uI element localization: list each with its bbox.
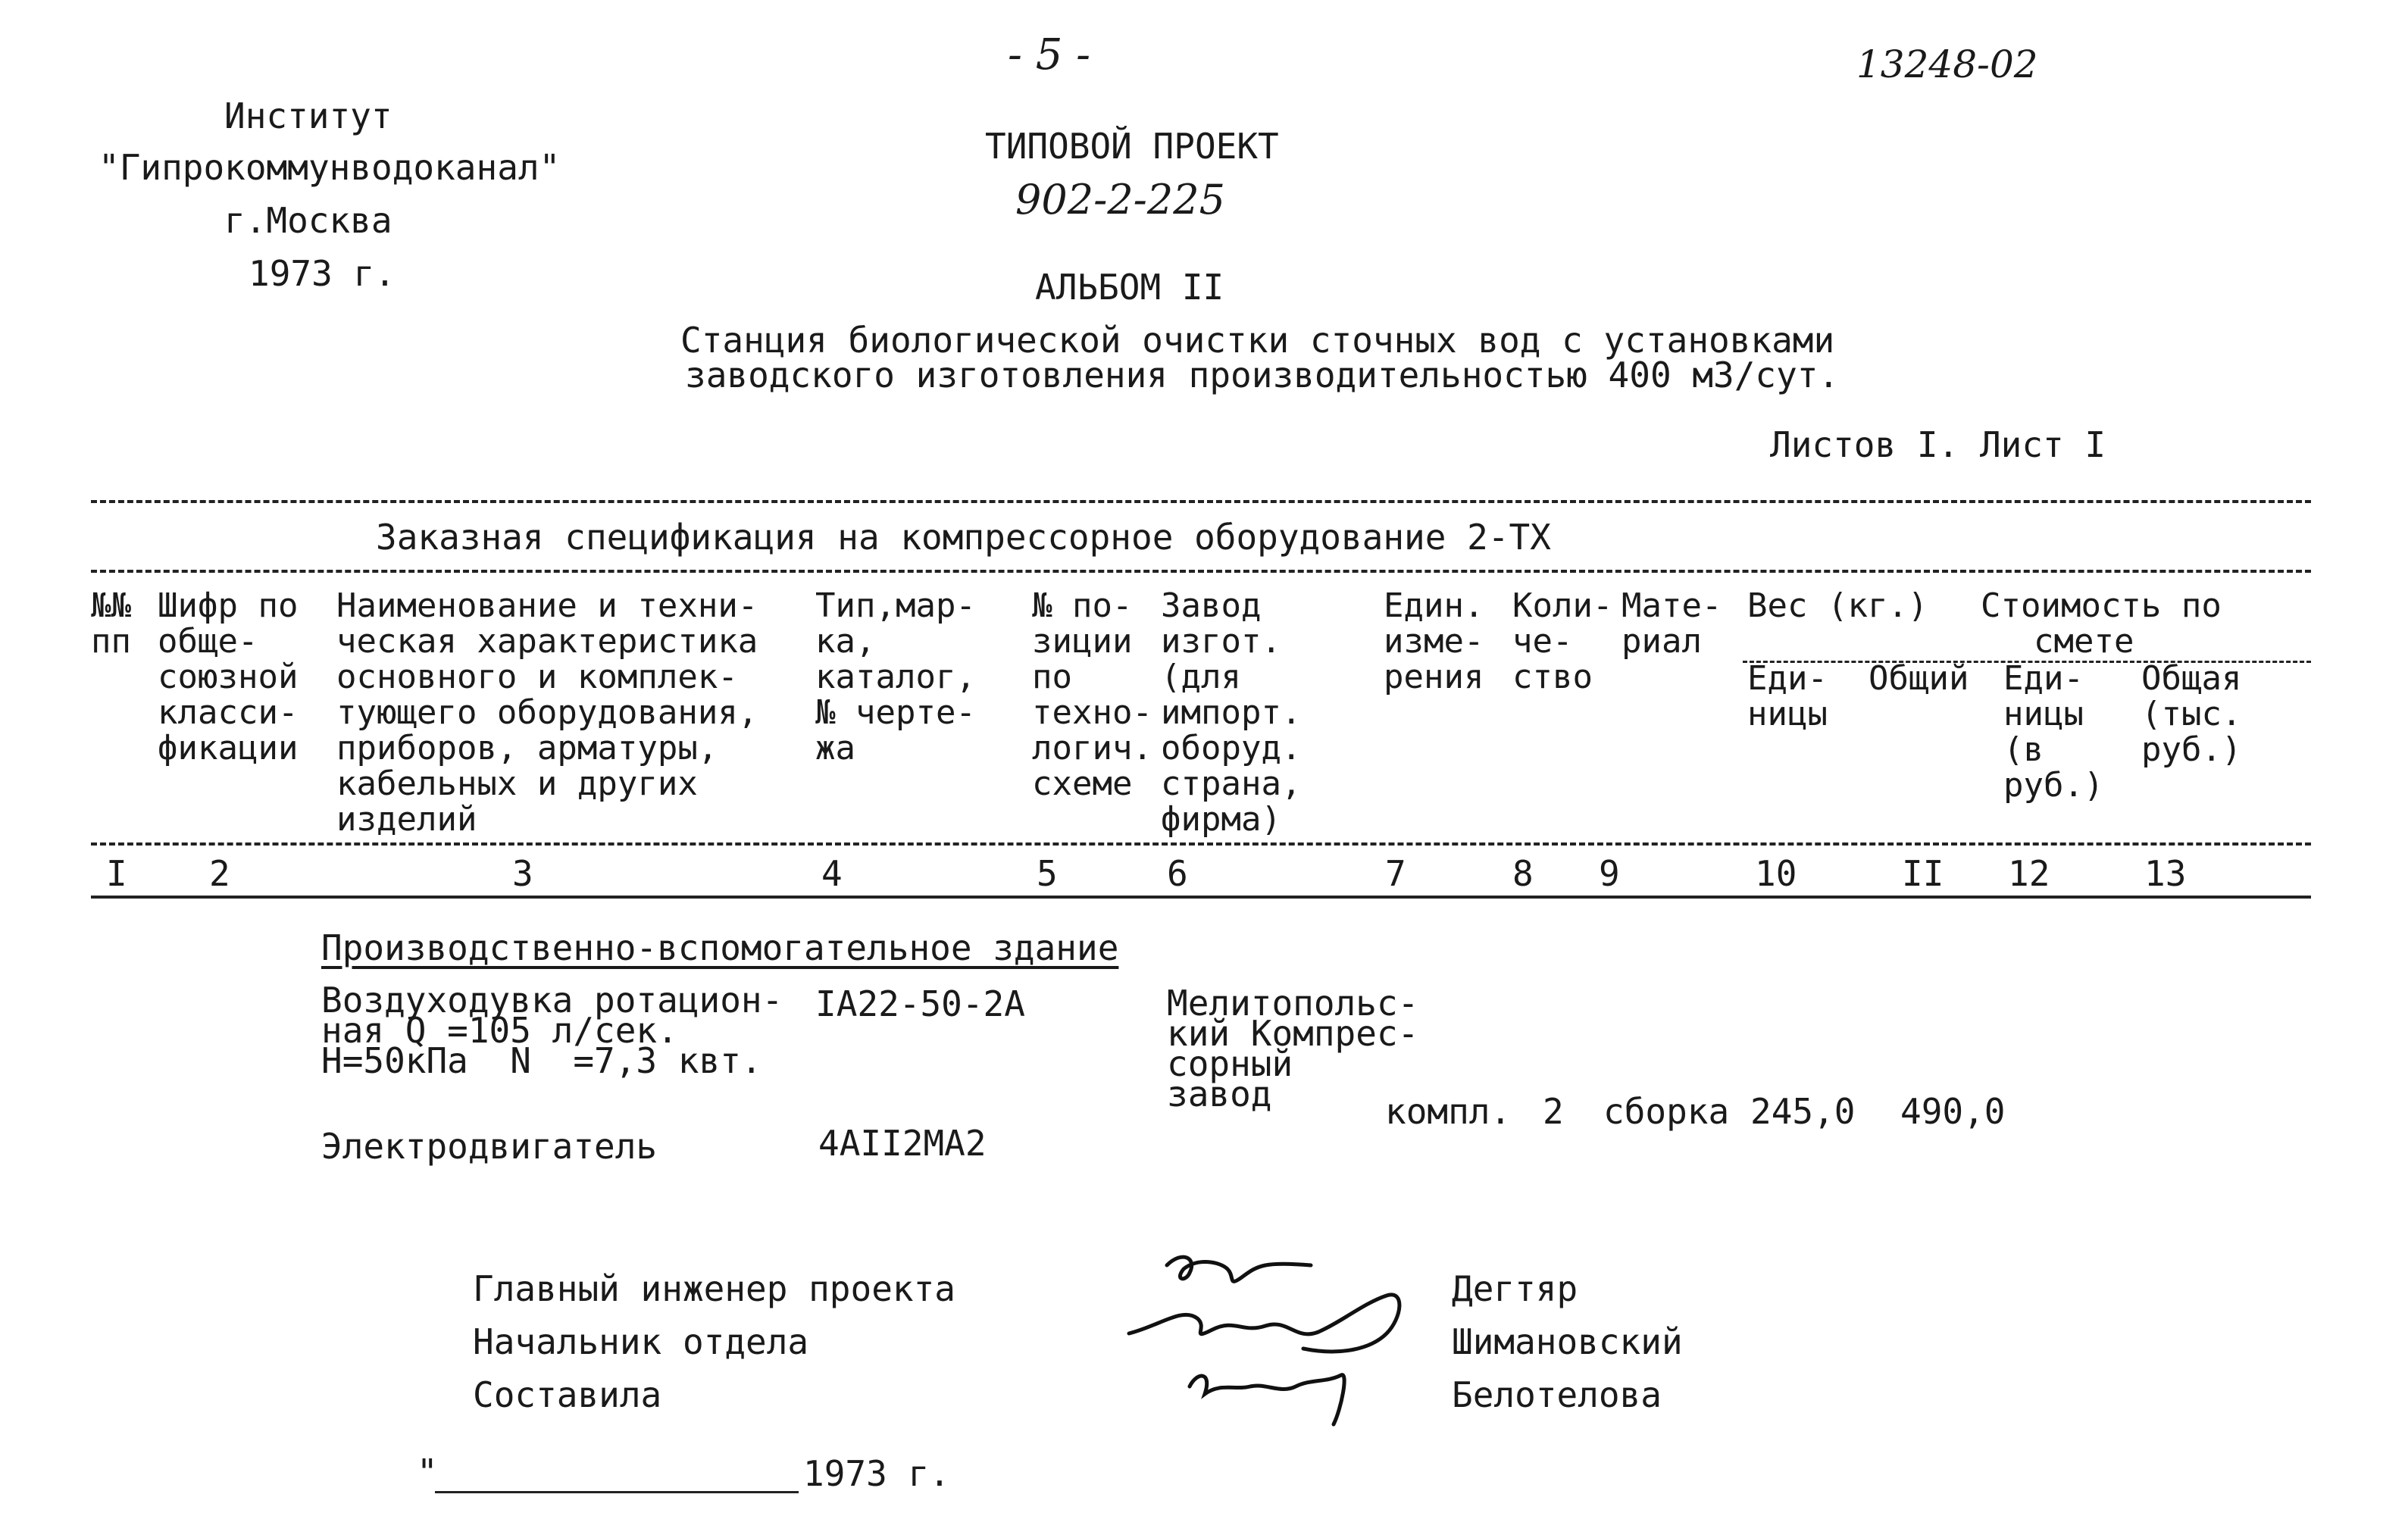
colnum-9: 9 [1599, 853, 1620, 894]
colnum-bottom-rule [91, 896, 2311, 899]
handwritten-signatures [1114, 1235, 1432, 1432]
title-line-2: заводского изготовления производительностью 400 м3/сут. [685, 355, 1840, 395]
table-top-rule [91, 500, 2311, 503]
colnum-11: II [1902, 853, 1944, 894]
date-year: 1973 г. [803, 1453, 950, 1494]
colnum-6: 6 [1167, 853, 1188, 894]
item-weight-total: 490,0 [1900, 1091, 2006, 1132]
date-blank-line [435, 1491, 799, 1493]
item-name: Воздуходувка ротацион- ная Q =105 л/сек. Н=50кПа N =7,3 квт. [321, 980, 783, 1081]
item-weight-unit: 245,0 [1750, 1091, 1856, 1132]
header-col-12: Еди- ницы (в руб.) [2003, 659, 2104, 805]
table-caption: Заказная спецификация на компрессорное оборудование 2-ТХ [376, 517, 1551, 558]
page-number: - 5 - [1008, 30, 1091, 80]
item-unit: компл. [1385, 1091, 1512, 1132]
header-col-9: Мате- риал [1621, 586, 1722, 661]
colnum-7: 7 [1385, 853, 1406, 894]
section-title: Производственно-вспомогательное здание [321, 927, 1119, 968]
institute-line-2: "Гипрокоммунводоканал" [99, 147, 561, 188]
colnum-1: I [106, 853, 127, 894]
item-type: IA22-50-2А [815, 983, 1025, 1024]
role-department-head: Начальник отдела [473, 1321, 809, 1362]
doc-code: 13248-02 [1856, 42, 2038, 86]
header-col-5: № по- зиции по техно- логич. схеме [1032, 586, 1152, 803]
project-number: 902-2-225 [1015, 176, 1225, 224]
header-col-2: Шифр по обще- союзной класси- фикации [158, 586, 299, 767]
item-qty: 2 [1543, 1091, 1564, 1132]
header-col-11: Общий [1869, 659, 1969, 698]
colnum-3: 3 [512, 853, 533, 894]
colnum-4: 4 [821, 853, 843, 894]
colnum-10: 10 [1755, 853, 1797, 894]
institute-city: г.Москва [224, 200, 392, 241]
item-material: сборка [1603, 1091, 1730, 1132]
item-plant: Мелитопольс- кий Компрес- сорный завод [1167, 983, 1419, 1114]
role-compiler: Составила [473, 1374, 662, 1415]
item-type: 4АII2МА2 [818, 1123, 987, 1164]
header-col-13: Общая (тыс. руб.) [2141, 659, 2242, 769]
project-label: ТИПОВОЙ ПРОЕКТ [985, 126, 1279, 167]
colnum-8: 8 [1512, 853, 1534, 894]
colnum-5: 5 [1037, 853, 1058, 894]
header-col-3: Наименование и техни- ческая характеристика основного и комплек- тующего оборудования, приборов, арматуры, кабельных и других изделий [336, 586, 758, 839]
name-compiler: Белотелова [1452, 1374, 1662, 1415]
header-col-4: Тип,мар- ка, каталог, № черте- жа [815, 586, 976, 767]
header-col-8: Коли- че- ство [1512, 586, 1613, 696]
role-chief-engineer: Главный инженер проекта [473, 1268, 955, 1309]
item-name: Электродвигатель [321, 1126, 658, 1167]
colnum-13: 13 [2144, 853, 2187, 894]
album-label: АЛЬБОМ II [1035, 267, 1224, 308]
name-chief-engineer: Дегтяр [1452, 1268, 1578, 1309]
header-col-10: Еди- ницы [1747, 659, 1828, 733]
header-col-1: №№ пп [91, 586, 131, 661]
header-bottom-rule [91, 842, 2311, 846]
sheets-info: Листов I. Лист I [1770, 424, 2106, 465]
institute-year: 1973 г. [249, 253, 396, 294]
colnum-2: 2 [209, 853, 230, 894]
colnum-12: 12 [2008, 853, 2050, 894]
header-col-6: Завод изгот. (для импорт. оборуд. страна, фирма) [1161, 586, 1302, 839]
caption-rule [91, 570, 2311, 573]
header-weight: Вес (кг.) [1747, 586, 1928, 625]
header-col-7: Един. изме- рения [1384, 586, 1484, 696]
date-open-quote: " [417, 1452, 438, 1493]
name-department-head: Шимановский [1452, 1321, 1683, 1362]
title-line-1: Станция биологической очистки сточных вод с установками [680, 320, 1835, 361]
header-cost: Стоимость по смете [1981, 586, 2222, 661]
institute-line-1: Институт [224, 95, 392, 136]
